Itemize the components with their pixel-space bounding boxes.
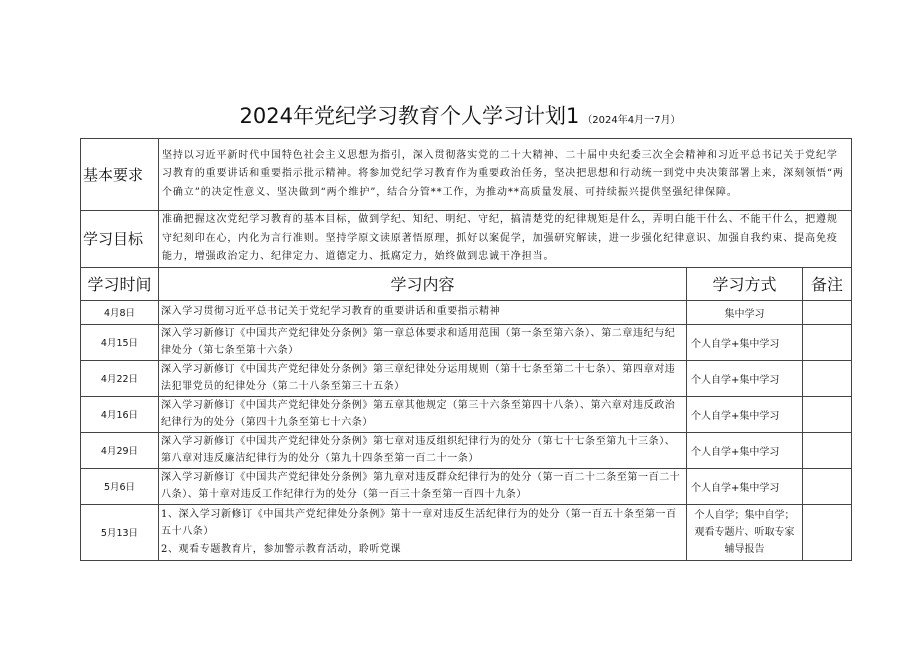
goals-row xyxy=(81,211,852,268)
goals-label: 学习目标 xyxy=(81,211,159,268)
row-date: 4月16日 xyxy=(81,396,159,432)
requirements-label: 基本要求 xyxy=(81,139,159,211)
goals-text: 准确把握这次党纪学习教育的基本目标，做到学纪、知纪、明纪、守纪，搞清楚党的纪律规矩是什么，弄明白能干什么、不能干什么，把遵规守纪刻印在心，内化为言行准则。坚持学原文读原著悟原理，抓好以案促学，加强研究解读，进一步强化纪律意识、加强自我约束、提高免疫能力，增强政治定力、纪律定力、道德定力、抵腐定力，始终做到忠诚干净担当。 xyxy=(159,211,852,268)
row-note xyxy=(803,300,852,324)
row-content: 深入学习新修订《中国共产党纪律处分条例》第五章其他规定（第三十六条至第四十八条）、第六章对违反政治纪律行为的处分（第四十九条至第七十六条） xyxy=(159,396,687,432)
header-method: 学习方式 xyxy=(687,267,803,300)
header-time: 学习时间 xyxy=(81,267,159,300)
table-row xyxy=(81,300,852,324)
header-note: 备注 xyxy=(803,267,852,300)
row-note xyxy=(803,504,852,560)
row-note xyxy=(803,324,852,360)
row-date: 5月13日 xyxy=(81,504,159,560)
method-line: 个人自学；集中自学； xyxy=(694,509,795,521)
row-note xyxy=(803,396,852,432)
page-title: 2024年党纪学习教育个人学习计划1 xyxy=(239,104,580,128)
row-content: 深入学习贯彻习近平总书记关于党纪学习教育的重要讲话和重要指示精神 xyxy=(159,300,687,324)
requirements-text: 坚持以习近平新时代中国特色社会主义思想为指引，深入贯彻落实党的二十大精神、二十届中央纪委三次全会精神和习近平总书记关于党纪学习教育的重要讲话和重要指示批示精神。将参加党纪学习教育作为重要政治任务，坚决把思想和行动统一到党中央决策部署上来，深刻领悟“两个确立”的决定性意义、坚决做到“两个维护”，结合分管**工作，为推动**高质量发展、可持续振兴提供坚强纪律保障。 xyxy=(159,139,852,211)
study-plan-table xyxy=(80,138,852,561)
table-row xyxy=(81,396,852,432)
row-content: 深入学习新修订《中国共产党纪律处分条例》第九章对违反群众纪律行为的处分（第一百二十二条至第一百二十八条）、第十章对违反工作纪律行为的处分（第一百三十条至第一百四十九条） xyxy=(159,468,687,504)
table-row xyxy=(81,504,852,560)
row-content: 深入学习新修订《中国共产党纪律处分条例》第三章纪律处分运用规则（第十七条至第二十七条）、第四章对违法犯罪党员的纪律处分（第二十八条至第三十五条） xyxy=(159,360,687,396)
document-title-block xyxy=(0,100,920,130)
table-header-row xyxy=(81,267,852,300)
row-note xyxy=(803,468,852,504)
row-date: 4月15日 xyxy=(81,324,159,360)
method-line: 观看专题片、听取专家 xyxy=(694,526,795,538)
table-row xyxy=(81,432,852,468)
row-method: 集中学习 xyxy=(687,300,803,324)
row-method: 个人自学+集中学习 xyxy=(687,396,803,432)
table-row xyxy=(81,324,852,360)
row-date: 5月6日 xyxy=(81,468,159,504)
method-line: 辅导报告 xyxy=(724,543,765,555)
table-row xyxy=(81,360,852,396)
content-line: 2、观看专题教育片，参加警示教育活动，聆听党课 xyxy=(161,543,402,555)
row-method: 个人自学+集中学习 xyxy=(687,468,803,504)
header-content: 学习内容 xyxy=(159,267,687,300)
requirements-row xyxy=(81,139,852,211)
row-date: 4月29日 xyxy=(81,432,159,468)
row-content xyxy=(159,504,687,560)
row-content: 深入学习新修订《中国共产党纪律处分条例》第七章对违反组织纪律行为的处分（第七十七条至第九十三条）、第八章对违反廉洁纪律行为的处分（第九十四条至第一百二十一条） xyxy=(159,432,687,468)
row-method: 个人自学+集中学习 xyxy=(687,324,803,360)
row-note xyxy=(803,432,852,468)
row-method: 个人自学+集中学习 xyxy=(687,360,803,396)
row-note xyxy=(803,360,852,396)
row-date: 4月8日 xyxy=(81,300,159,324)
page-subtitle: （2024年4月一7月） xyxy=(582,115,681,126)
row-method xyxy=(687,504,803,560)
row-date: 4月22日 xyxy=(81,360,159,396)
row-content: 深入学习新修订《中国共产党纪律处分条例》第一章总体要求和适用范围（第一条至第六条）、第二章违纪与纪律处分（第七条至第十六条） xyxy=(159,324,687,360)
row-method: 个人自学+集中学习 xyxy=(687,432,803,468)
table-row xyxy=(81,468,852,504)
content-line: 1、深入学习新修订《中国共产党纪律处分条例》第十一章对违反生活纪律行为的处分（第一百五十条至第一百五十八条） xyxy=(161,508,677,538)
